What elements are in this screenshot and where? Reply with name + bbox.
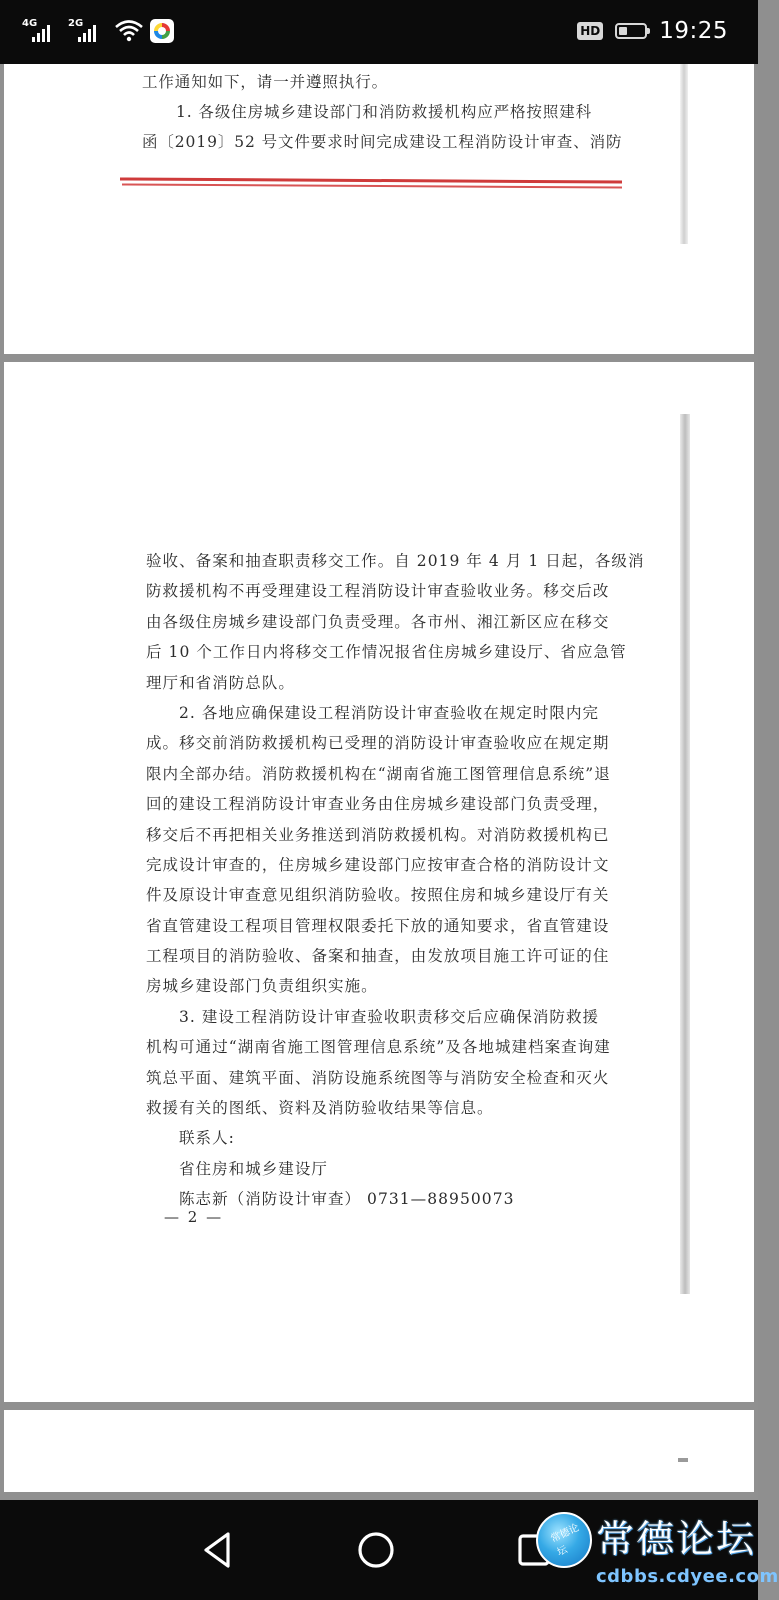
paper-edge-shadow (680, 414, 690, 1294)
signal-4g-icon (22, 18, 62, 44)
network-type-label: 2G (68, 18, 84, 29)
document-page-3[interactable] (4, 1410, 754, 1492)
doc-line: 省直管建设工程项目管理权限委托下放的通知要求，省直管建设 (146, 916, 610, 935)
battery-level-fill (619, 27, 627, 35)
watermark-title: 常德论坛 (596, 1517, 757, 1561)
doc-line: 函〔2019〕52 号文件要求时间完成建设工程消防设计审查、消防 (142, 133, 623, 151)
hd-voice-icon: HD (577, 22, 603, 40)
doc-line: 成。移交前消防救援机构已受理的消防设计审查验收应在规定期 (146, 734, 610, 753)
doc-line: 3. 建设工程消防设计审查验收职责移交后应确保消防救援 (179, 1007, 600, 1026)
home-button[interactable] (346, 1520, 406, 1580)
paper-edge-shadow (680, 64, 688, 244)
doc-line: 移交后不再把相关业务推送到消防救援机构。对消防救援机构已 (146, 825, 610, 844)
red-divider-rule (120, 177, 622, 183)
doc-line: 救援有关的图纸、资料及消防验收结果等信息。 (146, 1099, 494, 1118)
doc-line: 机构可通过“湖南省施工图管理信息系统”及各地城建档案查询建 (146, 1038, 611, 1057)
signal-2g-icon (68, 18, 108, 44)
document-page-2[interactable] (4, 362, 754, 1402)
doc-line: 1. 各级住房城乡建设部门和消防救援机构应严格按照建科 (176, 103, 593, 121)
forum-logo-icon (536, 1512, 592, 1568)
document-page-1[interactable] (4, 64, 754, 354)
wifi-icon (114, 18, 144, 44)
doc-line: 房城乡建设部门负责组织实施。 (146, 977, 378, 996)
doc-line: 后 10 个工作日内将移交工作情况报省住房城乡建设厅、省应急管 (146, 643, 627, 662)
network-type-label: 4G (22, 18, 38, 29)
doc-line: 2. 各地应确保建设工程消防设计审查验收在规定时限内完 (179, 703, 600, 722)
forum-watermark (530, 1506, 779, 1600)
red-divider-rule (122, 183, 622, 188)
document-body (146, 546, 645, 1215)
status-left-icons (22, 16, 174, 46)
clock: 19:25 (659, 18, 728, 44)
doc-line: 件及原设计审查意见组织消防验收。按照住房和城乡建设厅有关 (146, 886, 610, 905)
watermark-url: cdbbs.cdyee.com (596, 1566, 779, 1587)
doc-line: 回的建设工程消防设计审查业务由住房城乡建设部门负责受理， (146, 795, 610, 814)
status-right-icons (577, 14, 728, 48)
app-notification-icon (150, 19, 174, 43)
doc-line: 完成设计审查的，住房城乡建设部门应按审查合格的消防设计文 (146, 855, 610, 874)
doc-line: 工作通知如下，请一并遵照执行。 (142, 73, 389, 91)
paper-edge-mark (678, 1458, 688, 1462)
contact-label: 联系人: (179, 1129, 235, 1148)
doc-line: 由各级住房城乡建设部门负责受理。各市州、湘江新区应在移交 (146, 612, 610, 631)
page-number: — 2 — (164, 1208, 224, 1226)
doc-line: 限内全部办结。消防救援机构在“湖南省施工图管理信息系统”退 (146, 764, 611, 783)
back-button[interactable] (188, 1520, 248, 1580)
logo-lettering: 常德论坛 (549, 1522, 581, 1559)
doc-line: 工程项目的消防验收、备案和抽查，由发放项目施工许可证的住 (146, 947, 610, 966)
status-bar (0, 0, 758, 64)
battery-icon (615, 23, 647, 39)
contact-person: 陈志新（消防设计审查） 0731—88950073 (179, 1190, 515, 1209)
doc-line: 防救援机构不再受理建设工程消防设计审查验收业务。移交后改 (146, 582, 610, 601)
contact-org: 省住房和城乡建设厅 (179, 1159, 328, 1178)
doc-line: 理厅和省消防总队。 (146, 673, 295, 692)
doc-line: 筑总平面、建筑平面、消防设施系统图等与消防安全检查和灭火 (146, 1068, 610, 1087)
doc-line: 验收、备案和抽查职责移交工作。自 2019 年 4 月 1 日起，各级消 (146, 552, 645, 570)
